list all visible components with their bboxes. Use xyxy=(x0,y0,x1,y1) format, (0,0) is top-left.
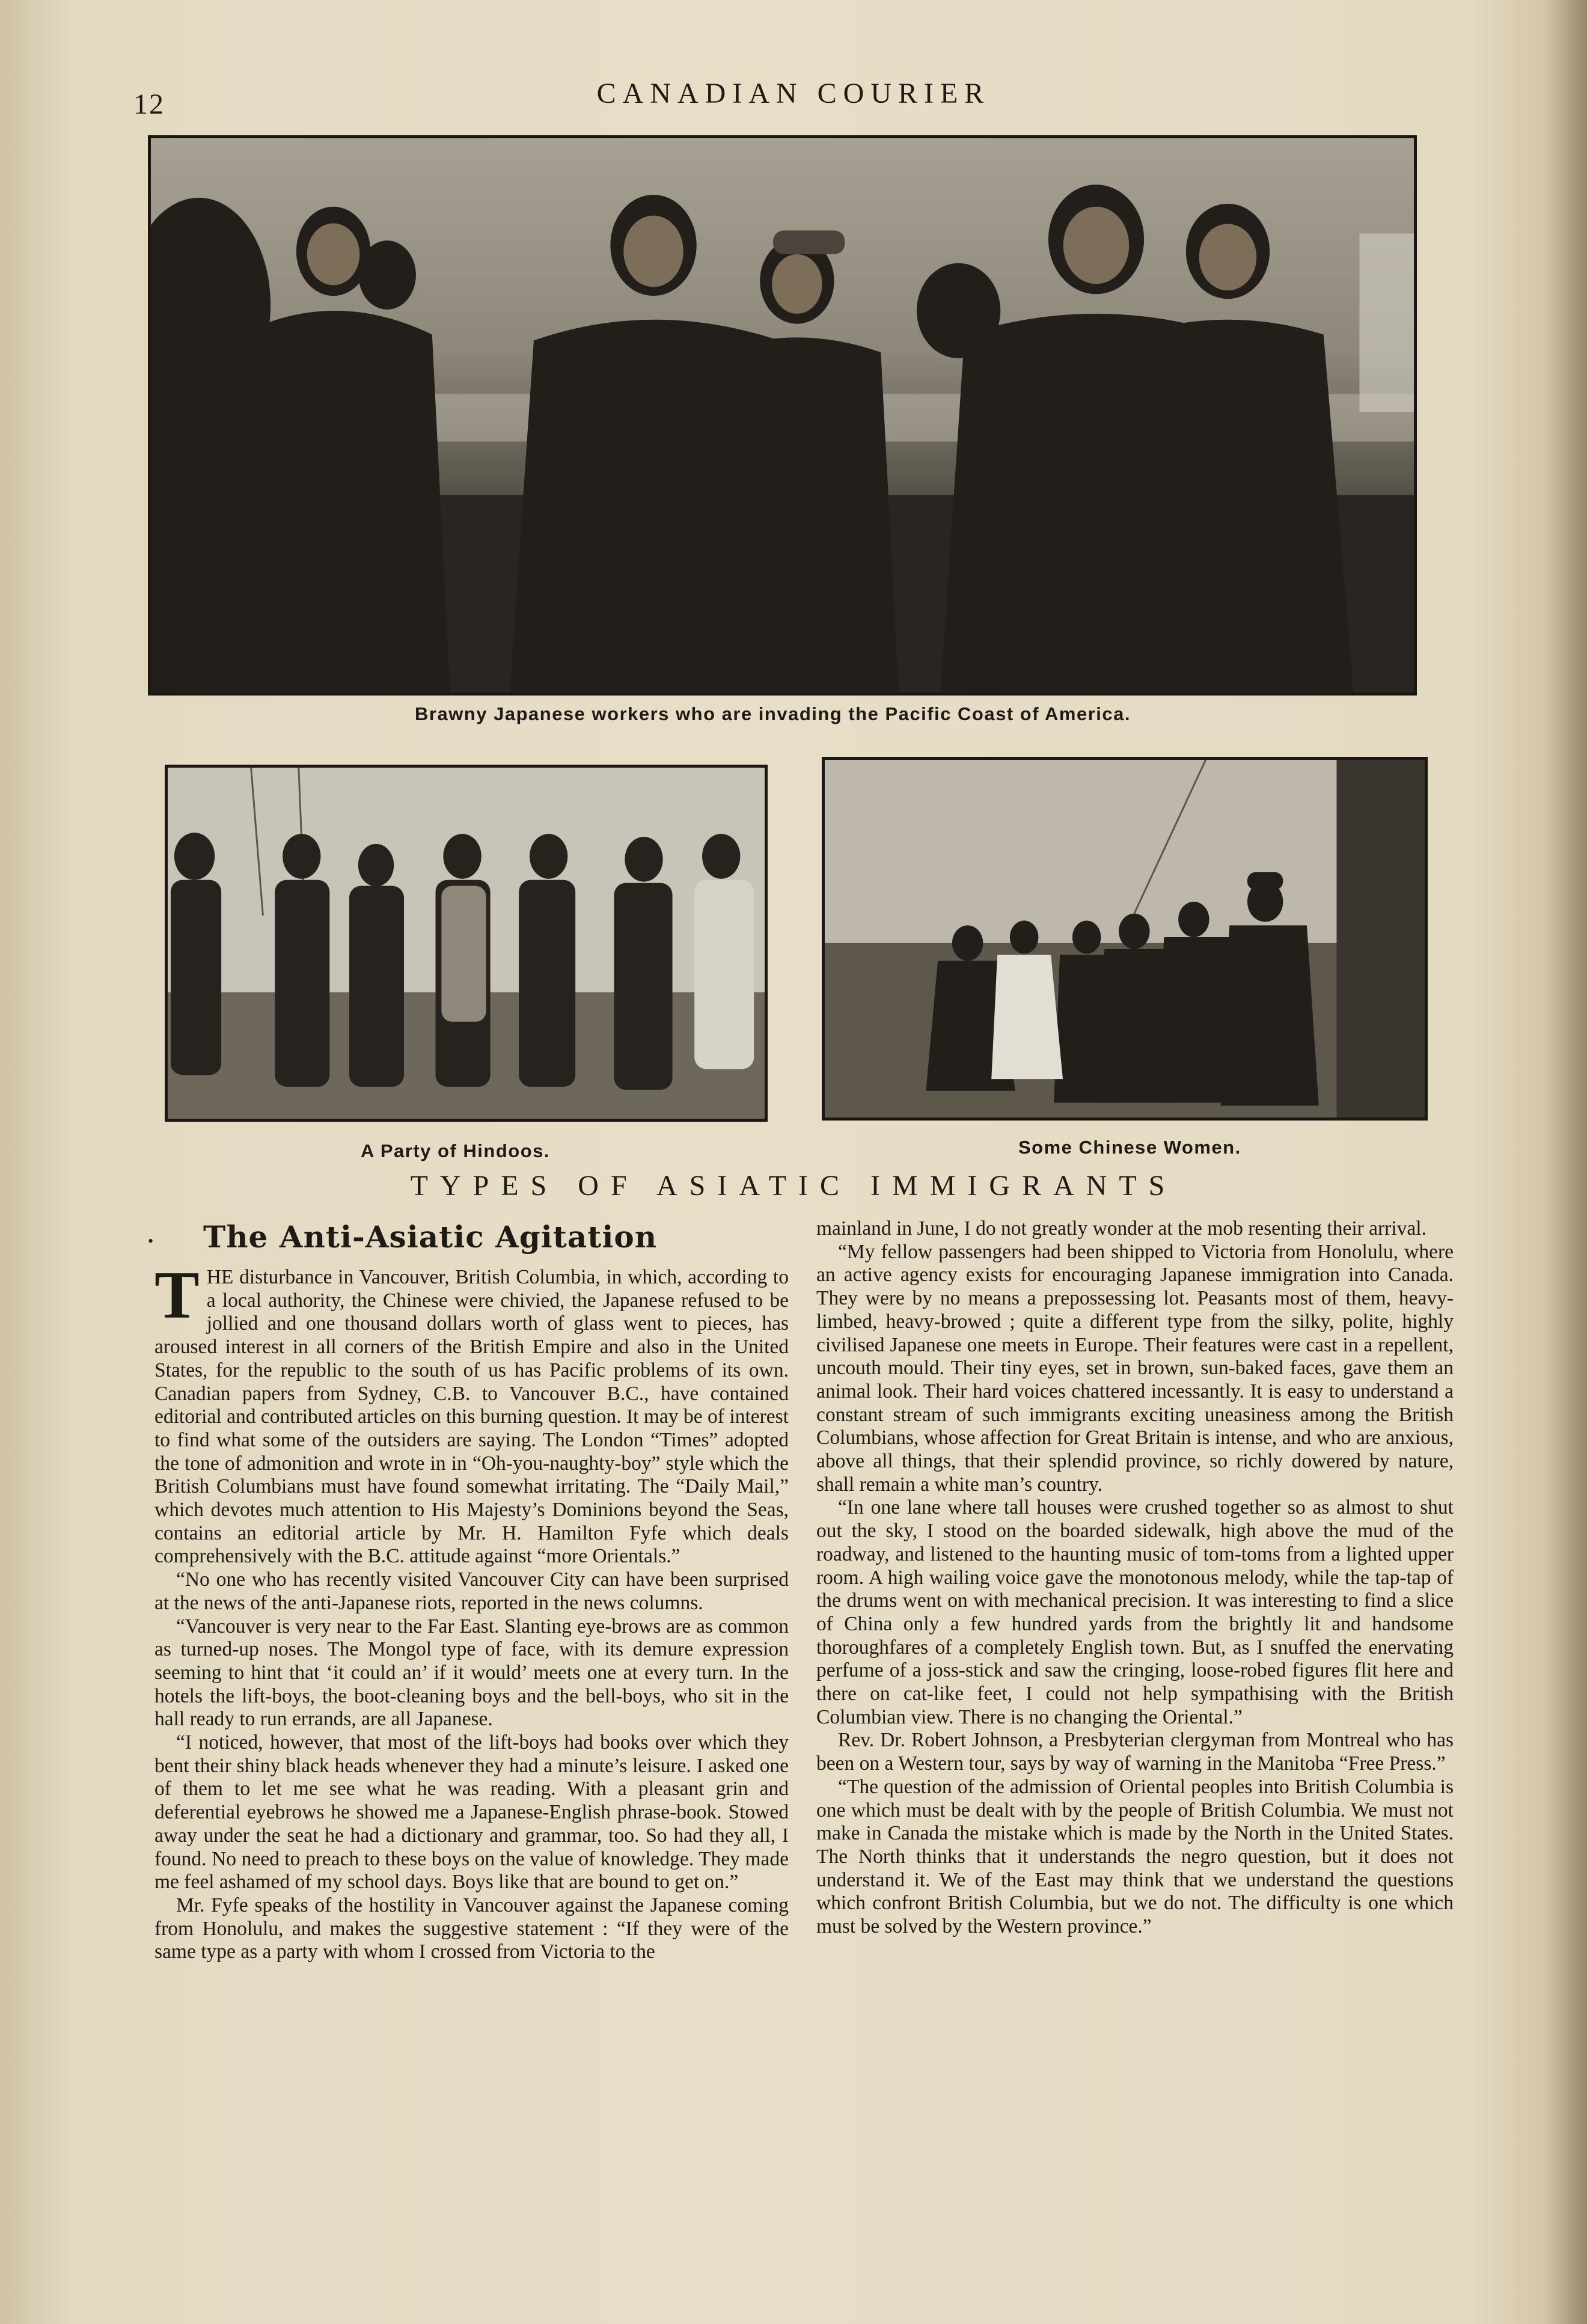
article-paragraph: Mr. Fyfe speaks of the hostility in Vancouver against the Japanese coming from Honolulu, and makes the suggestive statement : “If they were of the same type as a party with whom I crossed from Victoria to the xyxy=(154,1894,789,1963)
page-gutter-shadow xyxy=(1545,0,1587,2324)
article-paragraph: “The question of the admission of Oriental peoples into British Columbia is one which must be dealt with by the people of British Columbia. We must not make in Canada the mistake which is made by the North in the United States. The North thinks that it understands the negro question, but it does not understand it. We of the East may think that we understand the questions which confront British Columbia, but we do not. The difficulty is one which must be solved by the Western province.” xyxy=(816,1775,1454,1938)
article-column-1 xyxy=(154,1258,789,1964)
running-head: CANADIAN COURIER xyxy=(596,78,991,109)
photo-chinese-women xyxy=(822,757,1428,1121)
photo-party-of-hindoos xyxy=(165,765,768,1122)
article-paragraph: “My fellow passengers had been shipped to Victoria from Honolulu, where an active agency exists for encouraging Japanese immigration into Canada. They were by no means a prepossessing lot. Peasants most of them, heavy-limbed, heavy-browed ; quite a different type from the silky, polite, highly civilised Japanese one meets in Europe. Their features were cast in a repellent, uncouth mould. Their tiny eyes, set in brown, sun-baked faces, gave them an animal look. Their hard voices chattered incessantly. It is easy to understand a constant stream of such immigrants exciting uneasiness among the British Columbians, whose affection for Great Britain is intense, and who are anxious, above all things, that their splendid province, so richly dowered by nature, shall remain a white man’s country. xyxy=(816,1240,1454,1496)
article-paragraph: “No one who has recently visited Vancouver City can have been surprised at the news of the anti-Japanese riots, reported in the news columns. xyxy=(154,1568,789,1614)
article-paragraph: Rev. Dr. Robert Johnson, a Presbyterian clergyman from Montreal who has been on a Western tour, says by way of warning in the Manitoba “Free Press.” xyxy=(816,1729,1454,1775)
drop-cap: T xyxy=(154,1258,200,1333)
article-paragraph: THE disturbance in Vancouver, British Columbia, in which, according to a local authority, the Chinese were chivied, the Japanese refused to be jollied and one thousand dollars worth of glass went to pieces, has aroused interest in all corners of the British Empire and also in the United States, for the republic to the south of us has Pacific problems of its own. Canadian papers from Sydney, C.B. to Vancouver B.C., have contained editorial and contributed articles on this burning question. It may be of interest to find what some of the outsiders are saying. The London “Times” adopted the tone of admonition and wrote in in “Oh-you-naughty-boy” style which the British Columbians must have found somewhat irritating. The “Daily Mail,” which devotes much attention to His Majesty’s Dominions beyond the Seas, contains an editorial article by Mr. H. Hamilton Fyfe which deals comprehensively with the B.C. attitude against “more Orientals.” xyxy=(154,1258,789,1568)
bullet-icon: • xyxy=(148,1232,154,1250)
photo-caption-top: Brawny Japanese workers who are invading the Pacific Coast of America. xyxy=(415,703,1131,724)
article-column-2 xyxy=(816,1217,1454,1939)
page-number: 12 xyxy=(133,88,165,120)
article-title: The Anti-Asiatic Agitation xyxy=(203,1219,658,1255)
article-paragraph: “I noticed, however, that most of the lift-boys had books over which they bent their shiny black heads whenever they had a minute’s leisure. I asked one of them to let me see what he was reading. With a pleasant grin and deferential eyebrows he showed me a Japanese-English phrase-book. Stowed away under the seat he had a dictionary and grammar, too. So had they all, I found. No need to preach to these boys on the value of knowledge. They made me feel ashamed of my school days. Boys like that are bound to get on.” xyxy=(154,1731,789,1894)
article-paragraph: mainland in June, I do not greatly wonder at the mob resenting their arrival. xyxy=(816,1217,1426,1240)
section-title: TYPES OF ASIATIC IMMIGRANTS xyxy=(410,1170,1177,1202)
article-paragraph: “Vancouver is very near to the Far East. Slanting eye-brows are as common as turned-up noses. The Mongol type of face, with its demure expression seeming to hint that ‘it could an’ if it would’ meets one at every turn. In the hotels the lift-boys, the boot-cleaning boys and the bell-boys, who sit in the hall ready to run errands, are all Japanese. xyxy=(154,1615,789,1731)
article-paragraph: “In one lane where tall houses were crushed together so as almost to shut out the sky, I stood on the boarded sidewalk, high above the mud of the roadway, and listened to the haunting music of tom-toms from a lighted upper room. A high wailing voice gave the monotonous melody, while the tap-tap of the drums went on with mechanical precision. It was interesting to find a slice of China only a few hundred yards from the brightly lit and handsome thoroughfares of a completely English town. But, as I snuffed the enervating perfume of a joss-stick and saw the cringing, loose-robed figures flit here and there on cat-like feet, I could not help sympathising with the British Columbian view. There is no changing the Oriental.” xyxy=(816,1496,1454,1728)
photo-japanese-workers xyxy=(148,135,1417,696)
photo-caption-right: Some Chinese Women. xyxy=(1018,1137,1241,1158)
photo-caption-left: A Party of Hindoos. xyxy=(361,1140,550,1161)
